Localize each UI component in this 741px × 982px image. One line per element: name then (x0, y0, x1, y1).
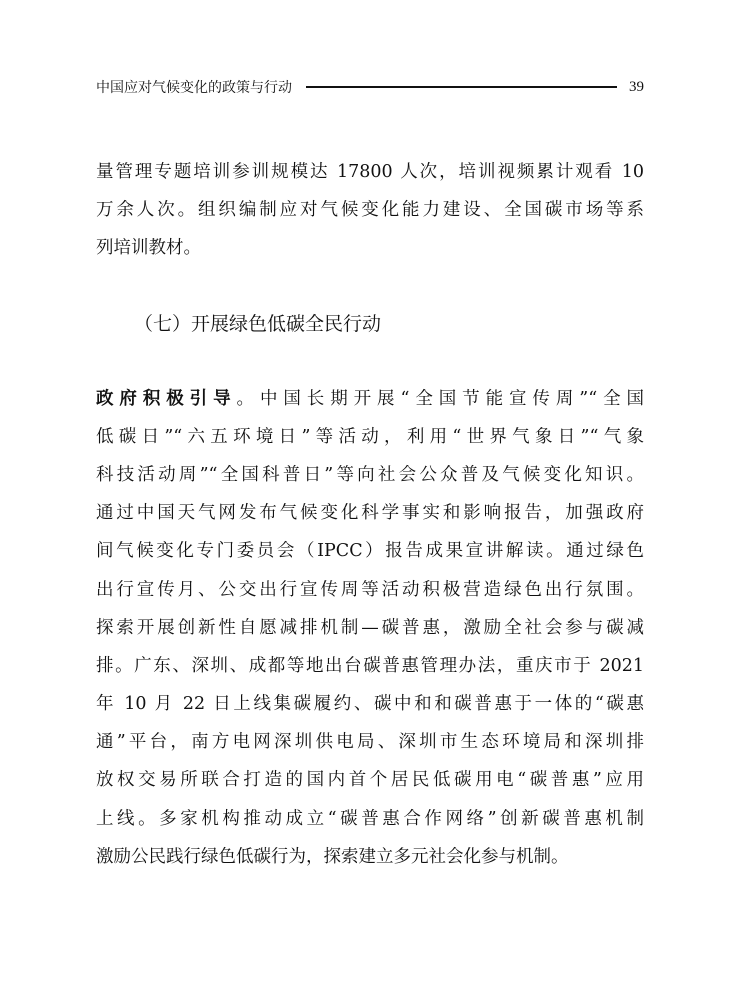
paragraph-line: 低碳日”“六五环境日”等活动，利用“世界气象日”“气象 (96, 426, 644, 447)
page-number: 39 (629, 78, 644, 95)
paragraph-line: 年 10 月 22 日上线集碳履约、碳中和和碳普惠于一体的“碳惠 (96, 694, 644, 715)
paragraph-line: 放权交易所联合打造的国内首个居民低碳用电“碳普惠”应用 (96, 770, 644, 791)
paragraph-line: 通”平台，南方电网深圳供电局、深圳市生态环境局和深圳排 (96, 732, 644, 753)
running-header-title: 中国应对气候变化的政策与行动 (96, 80, 292, 96)
paragraph-lead-in: 政府积极引导 (96, 388, 237, 409)
paragraph-line: 上线。多家机构推动成立“碳普惠合作网络”创新碳普惠机制 (96, 808, 644, 829)
paragraph-line: 科技活动周”“全国科普日”等向社会公众普及气候变化知识。 (96, 464, 644, 485)
page-body (96, 153, 644, 876)
paragraph-first-line (96, 380, 644, 418)
paragraph-line: 激励公民践行绿色低碳行为，探索建立多元社会化参与机制。 (96, 846, 569, 867)
header-rule (306, 86, 617, 88)
paragraph-line: 间气候变化专门委员会（IPCC）报告成果宣讲解读。通过绿色 (96, 541, 644, 562)
paragraph-line: 探索开展创新性自愿减排机制—碳普惠，激励全社会参与碳减 (96, 617, 644, 638)
paragraph-line: 列培训教材。 (96, 238, 201, 259)
paragraph-line: 量管理专题培训参训规模达 17800 人次，培训视频累计观看 10 (96, 162, 644, 182)
paragraph-line: 万余人次。组织编制应对气候变化能力建设、全国碳市场等系 (96, 200, 644, 221)
paragraph-line: 通过中国天气网发布气候变化科学事实和影响报告，加强政府 (96, 503, 644, 524)
section-heading: （七）开展绿色低碳全民行动 (134, 312, 382, 335)
paragraph-line: 出行宣传月、公交出行宣传周等活动积极营造绿色出行氛围。 (96, 579, 644, 600)
paragraph-line: 排。广东、深圳、成都等地出台碳普惠管理办法，重庆市于 2021 (96, 655, 644, 676)
running-header (96, 77, 644, 97)
paragraph-first-line-text: 。中国长期开展“全国节能宣传周”“全国 (236, 388, 645, 409)
